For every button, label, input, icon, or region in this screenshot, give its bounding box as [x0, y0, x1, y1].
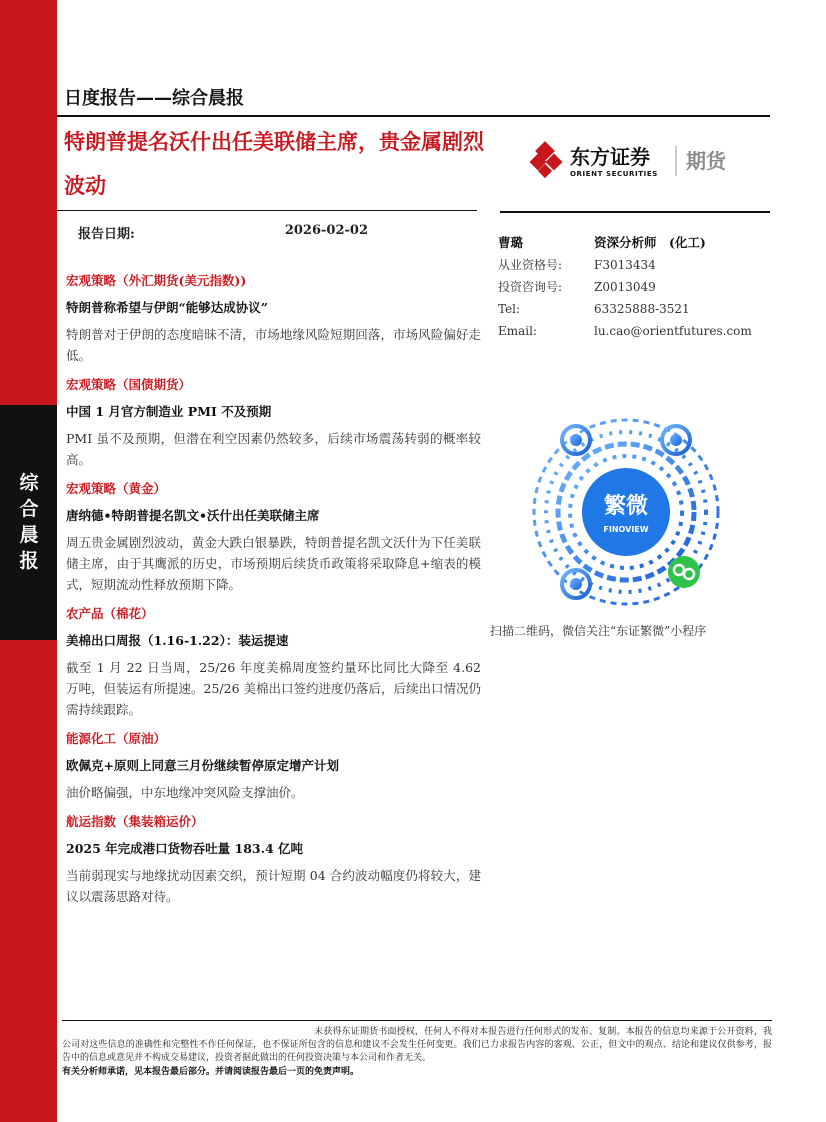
logo-mark-icon [530, 141, 562, 178]
section [66, 374, 481, 470]
page-title: 特朗普提名沃什出任美联储主席，贵金属剧烈波动 [64, 130, 484, 198]
section-headline: 欧佩克+原则上同意三月份继续暂停原定增产计划 [66, 758, 339, 773]
analyst-label: Tel: [498, 302, 521, 316]
analyst-title: 资深分析师 (化工) [594, 235, 706, 250]
footer-note: 有关分析师承诺，见本报告最后部分。并请阅读报告最后一页的免责声明。 [62, 1067, 360, 1077]
analyst-name: 曹璐 [498, 235, 524, 250]
analyst-email[interactable]: lu.cao@orientfutures.com [594, 324, 752, 338]
wechat-miniprogram-icon [668, 556, 700, 588]
disclaimer-text: 未获得东证期货书面授权，任何人不得对本报告进行任何形式的发布、复制。本报告的信息均来源于公开资料，我公司对这些信息的准确性和完整性不作任何保证，也不保证所包含的信息和建议不会发生任何变更。我们已力求报告内容的客观、公正，但文中的观点、结论和建议仅供参考，报告中的信息或意见并不构成交易建议，投资者据此做出的任何投资决策与本公司和作者无关。 [62, 1027, 772, 1063]
section [66, 478, 481, 595]
analyst-label: 投资咨询号: [498, 280, 563, 294]
section [66, 270, 481, 366]
analyst-label: 从业资格号: [498, 258, 563, 272]
analyst-info [498, 232, 773, 342]
news-sections [66, 270, 481, 915]
logo-suffix: 期货 [686, 149, 726, 173]
qr-center-text: 繁微 [603, 494, 649, 519]
logo-name-cn: 东方证券 [570, 145, 650, 169]
analyst-label: Email: [498, 324, 538, 338]
section-body: 当前弱现实与地缘扰动因素交织，预计短期 04 合约波动幅度仍将较大，建议以震荡思路对待。 [66, 868, 481, 904]
section [66, 811, 481, 907]
analyst-value: Z0013049 [594, 280, 656, 294]
report-date-label: 报告日期: [78, 227, 135, 242]
section-headline: 特朗普称希望与伊朗“能够达成协议” [66, 300, 268, 315]
section [66, 728, 481, 803]
logo-rule [500, 211, 770, 213]
section-title: 宏观策略（黄金） [66, 481, 167, 496]
section-title: 宏观策略（国债期货） [66, 377, 192, 392]
section [66, 603, 481, 720]
qr-code[interactable] [516, 412, 736, 612]
section-body: 特朗普对于伊朗的态度暗昧不清，市场地缘风险短期回落，市场风险偏好走低。 [66, 327, 481, 363]
report-type: 日度报告——综合晨报 [64, 88, 244, 109]
section-headline: 唐纳德•特朗普提名凯文•沃什出任美联储主席 [66, 508, 320, 523]
section-body: 油价略偏强，中东地缘冲突风险支撑油价。 [66, 785, 304, 800]
report-date [78, 223, 368, 243]
analyst-value: 63325888-3521 [594, 302, 690, 316]
section-body: 周五贵金属剧烈波动，黄金大跌白银暴跌，特朗普提名凯文沃什为下任美联储主席，由于其鹰派的历史，市场预期后续货币政策将采取降息+缩表的模式，短期流动性释放预期下降。 [66, 535, 481, 592]
section-title: 农产品（棉花） [66, 606, 154, 621]
section-headline: 中国 1 月官方制造业 PMI 不及预期 [66, 404, 272, 419]
section-headline: 美棉出口周报（1.16-1.22）：装运提速 [66, 633, 289, 648]
section-title: 能源化工（原油） [66, 731, 167, 746]
qr-brand: FINOVIEW [603, 525, 649, 534]
disclaimer-rule [62, 1020, 772, 1021]
section-body: PMI 虽不及预期，但潜在利空因素仍然较多，后续市场震荡转弱的概率较高。 [66, 431, 481, 467]
section-headline: 2025 年完成港口货物吞吐量 183.4 亿吨 [66, 841, 303, 856]
qr-caption: 扫描二维码，微信关注“东证繁微”小程序 [490, 624, 707, 638]
section-title: 航运指数（集装箱运价） [66, 814, 204, 829]
header-rule [57, 115, 770, 117]
title-rule [57, 210, 477, 211]
section-title: 宏观策略（外汇期货(美元指数)) [66, 273, 247, 288]
logo-name-en: ORIENT SECURITIES [570, 170, 658, 178]
section-body: 截至 1 月 22 日当周，25/26 年度美棉周度签约量环比同比大降至 4.62 万吨，但装运有所提速。25/26 美棉出口签约进度仍落后，后续出口情况仍需持续跟踪。 [66, 660, 481, 717]
company-logo [530, 140, 770, 180]
disclaimer [62, 1026, 772, 1065]
sidebar-label: 综合晨报 [19, 472, 39, 572]
report-date-value: 2026-02-02 [284, 223, 368, 238]
analyst-value: F3013434 [594, 258, 656, 272]
